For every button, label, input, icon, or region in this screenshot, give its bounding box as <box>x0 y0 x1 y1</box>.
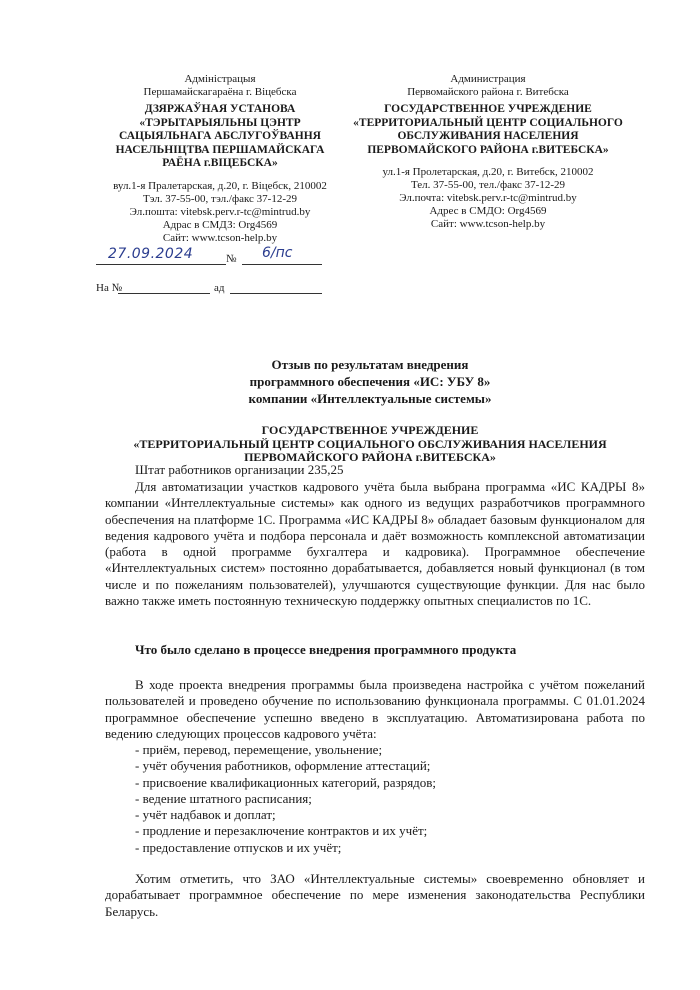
header-left-email: Эл.пошта: vitebsk.perv.r-tc@mintrud.by <box>129 205 311 218</box>
number-underline <box>242 264 322 265</box>
header-right-org-line: ГОСУДАРСТВЕННОЕ УЧРЕЖДЕНИЕ <box>384 103 592 115</box>
section-heading: Что было сделано в процессе внедрения программного продукта <box>135 642 517 657</box>
reference-number-label: На № <box>96 282 123 294</box>
reference-number-underline <box>118 293 210 294</box>
list-item: - приём, перевод, перемещение, увольнение; <box>135 742 383 757</box>
header-right-contacts <box>346 166 630 231</box>
list-item: - учёт обучения работников, оформление аттестаций; <box>135 758 431 774</box>
header-left-phone: Тэл. 37-55-00, тэл./факс 37-12-29 <box>143 192 297 205</box>
reference-date-underline <box>230 293 322 294</box>
header-left-site: Сайт: www.tcson-help.by <box>162 231 278 244</box>
list-item: - предоставление отпусков и их учёт; <box>135 839 342 855</box>
title-line: Отзыв по результатам внедрения <box>271 357 469 372</box>
title-line: компании «Интеллектуальные системы» <box>248 391 492 406</box>
reference-date-label: ад <box>214 282 225 294</box>
reference-line <box>96 282 336 302</box>
document-title <box>100 356 640 407</box>
outgoing-number-block <box>96 245 336 302</box>
org-name-line: ГОСУДАРСТВЕННОЕ УЧРЕЖДЕНИЕ <box>261 423 479 437</box>
header-left-org-line: ДЗЯРЖАЎНАЯ УСТАНОВА <box>144 103 296 115</box>
implementation-paragraph: В ходе проекта внедрения программы была произведена настройка с учётом пожеланий пользователей и проведено обучение по использованию функционала программы. С 01.01.2024 программное обеспечение успешно введено в эксплуатацию. Автоматизирована работа по ведению следующих процессов кадрового учёта: <box>105 677 645 741</box>
header-left-org-line: РАЁНА г.ВІЦЕБСКА» <box>162 157 278 169</box>
header-right-site: Сайт: www.tcson-help.by <box>430 218 546 230</box>
closing-paragraph: Хотим отметить, что ЗАО «Интеллектуальные системы» своевременно обновляет и дорабатывает программное обеспечение по мере изменения законодательства Республики Беларусь. <box>105 871 645 919</box>
header-right-address: ул.1-я Пролетарская, д.20, г. Витебск, 210002 <box>382 166 594 178</box>
header-right-phone: Тел. 37-55-00, тел./факс 37-12-29 <box>410 179 566 191</box>
header-right-org-line: ПЕРВОМАЙСКОГО РАЙОНА г.ВИТЕБСКА» <box>367 143 609 156</box>
header-right-district: Первомайского района г. Витебска <box>407 86 569 98</box>
header-right-admin: Администрация <box>450 73 526 85</box>
handwritten-date: 27.09.2024 <box>108 246 194 262</box>
number-sign: № <box>226 253 237 265</box>
list-item: - учёт надбавок и доплат; <box>135 807 276 823</box>
header-right-smdo: Адрес в СМДО: Org4569 <box>429 205 547 217</box>
list-item: - продление и перезаключение контрактов и их учёт; <box>135 823 428 839</box>
handwritten-number: 6/пс <box>262 245 293 261</box>
header-left-district: Першамайскагараёна г. Віцебска <box>143 86 297 98</box>
staff-count: Штат работников организации 235,25 <box>135 462 344 477</box>
process-list <box>135 742 635 856</box>
header-left-org-line: САЦЫЯЛЬНАГА АБСЛУГОЎВАННЯ <box>119 130 321 142</box>
header-right-email: Эл.почта: vitebsk.perv.r-tc@mintrud.by <box>399 192 577 204</box>
header-left-contacts <box>96 180 344 245</box>
header-right-org <box>346 103 630 157</box>
org-name-line: ПЕРВОМАЙСКОГО РАЙОНА г.ВИТЕБСКА» <box>244 450 496 464</box>
intro-paragraph: Для автоматизации участков кадрового учёта была выбрана программа «ИС КАДРЫ 8» компании «Интеллектуальные системы» как одного из ведущих разработчиков программного обеспечения на платформе 1С. Программа «ИС КАДРЫ 8» обладает базовым функционалом для ведения кадрового учёта и подбора персонала и даёт возможность комплексной автоматизации (работа в одной программе бухгалтера и кадровика). Программное обеспечение «Интеллектуальных систем» постоянно дорабатывается, добавляется новый функционал (в том числе и по пожеланиям пользователей), улучшаются существующие функции. Для нас было важно также иметь постоянную техническую поддержку опытных специалистов по 1С. <box>105 479 645 609</box>
organization-name <box>100 424 640 465</box>
date-underline <box>96 264 226 265</box>
outgoing-date-line <box>96 245 336 272</box>
title-line: программного обеспечения «ИС: УБУ 8» <box>249 374 491 389</box>
header-right <box>346 73 630 231</box>
header-left <box>96 73 344 245</box>
header-left-org <box>96 103 344 171</box>
header-right-org-line: ОБСЛУЖИВАНИЯ НАСЕЛЕНИЯ <box>397 130 579 142</box>
header-left-org-line: НАСЕЛЬНІЦТВА ПЕРШАМАЙСКАГА <box>115 143 325 156</box>
header-left-org-line: «ТЭРЫТАРЫЯЛЬНЫ ЦЭНТР <box>139 116 301 129</box>
header-right-org-line: «ТЕРРИТОРИАЛЬНЫЙ ЦЕНТР СОЦИАЛЬНОГО <box>353 116 623 129</box>
list-item: - ведение штатного расписания; <box>135 790 312 806</box>
header-left-admin: Адміністрацыя <box>184 73 256 85</box>
org-name-line: «ТЕРРИТОРИАЛЬНЫЙ ЦЕНТР СОЦИАЛЬНОГО ОБСЛУЖИВАНИЯ НАСЕЛЕНИЯ <box>133 436 607 451</box>
list-item: - присвоение квалификационных категорий, разрядов; <box>135 774 437 790</box>
header-left-address: вул.1-я Пралетарская, д.20, г. Віцебск, 210002 <box>113 179 327 192</box>
header-left-smdz: Адрас в СМДЗ: Org4569 <box>162 218 278 231</box>
